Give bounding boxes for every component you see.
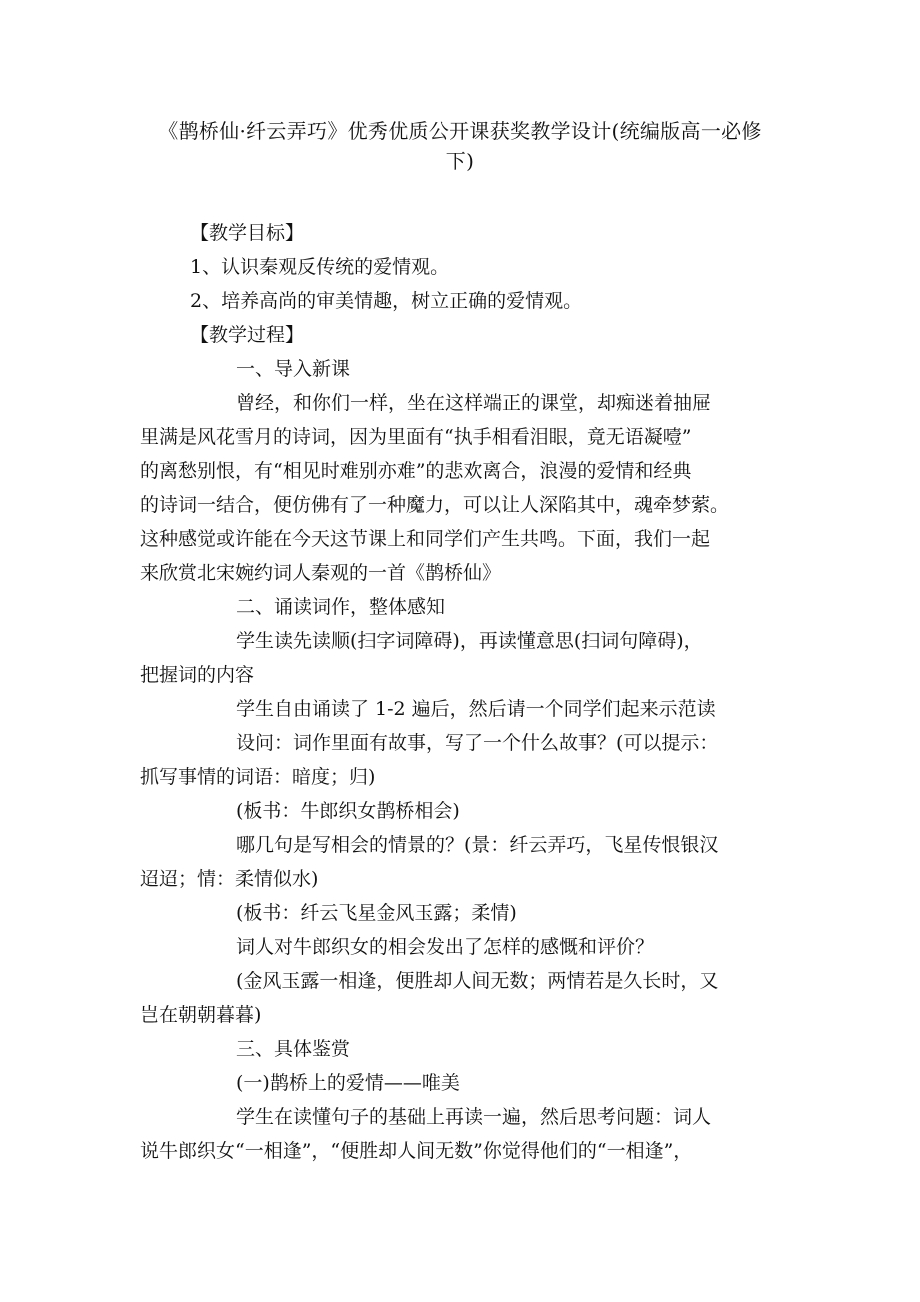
step-heading-3: 三、具体鉴赏 bbox=[236, 1038, 351, 1060]
board-note: (板书：牛郎织女鹊桥相会) bbox=[236, 800, 460, 822]
paragraph-line: 学生在读懂句子的基础上再读一遍，然后思考问题：词人 bbox=[236, 1106, 712, 1128]
paragraph-line: 抓写事情的词语：暗度；归) bbox=[140, 766, 376, 788]
paragraph-line: 学生自由诵读了 1-2 遍后，然后请一个同学们起来示范读 bbox=[236, 698, 716, 720]
paragraph-line: 这种感觉或许能在今天这节课上和同学们产生共鸣。下面，我们一起 bbox=[140, 528, 711, 550]
paragraph-line: 来欣赏北宋婉约词人秦观的一首《鹊桥仙》 bbox=[140, 562, 502, 584]
paragraph-line: 曾经，和你们一样，坐在这样端正的课堂，却痴迷着抽屉 bbox=[236, 392, 712, 414]
title-line-1: 《鹊桥仙·纤云弄巧》优秀优质公开课获奖教学设计(统编版高一必修 bbox=[158, 119, 762, 143]
paragraph-line: (金风玉露一相逢，便胜却人间无数；两情若是久长时，又 bbox=[236, 970, 719, 992]
paragraph-line: 学生读先读顺(扫字词障碍)，再读懂意思(扫词句障碍)， bbox=[236, 630, 703, 652]
paragraph-line: 说牛郎织女“一相逢”，“便胜却人间无数”你觉得他们的“一相逢”， bbox=[140, 1140, 693, 1162]
paragraph-line: 岂在朝朝暮暮) bbox=[140, 1004, 262, 1026]
title-line-2: 下) bbox=[445, 149, 475, 173]
goal-item-1: 1、认识秦观反传统的爱情观。 bbox=[190, 256, 450, 278]
paragraph-line: 迢迢；情：柔情似水) bbox=[140, 868, 319, 890]
paragraph-line: 词人对牛郎织女的相会发出了怎样的感慨和评价？ bbox=[236, 936, 655, 958]
step-heading-2: 二、诵读词作，整体感知 bbox=[236, 596, 446, 618]
sub-heading: (一)鹊桥上的爱情——唯美 bbox=[236, 1072, 460, 1094]
board-note: (板书：纤云飞星金风玉露；柔情) bbox=[236, 902, 517, 924]
paragraph-line: 的诗词一结合，便仿佛有了一种魔力，可以让人深陷其中，魂牵梦萦。 bbox=[140, 494, 730, 516]
section-heading-goals: 【教学目标】 bbox=[190, 222, 305, 244]
step-heading-1: 一、导入新课 bbox=[236, 358, 351, 380]
paragraph-line: 的离愁别恨，有“相见时难别亦难”的悲欢离合，浪漫的爱情和经典 bbox=[140, 460, 692, 482]
paragraph-line: 哪几句是写相会的情景的？(景：纤云弄巧，飞星传恨银汉 bbox=[236, 834, 719, 856]
paragraph-line: 里满是风花雪月的诗词，因为里面有“执手相看泪眼，竟无语凝噎” bbox=[140, 426, 692, 448]
goal-item-2: 2、培养高尚的审美情趣，树立正确的爱情观。 bbox=[190, 290, 583, 312]
document-title bbox=[130, 116, 790, 176]
paragraph-line: 设问：词作里面有故事，写了一个什么故事？(可以提示： bbox=[236, 732, 719, 754]
document-body bbox=[140, 216, 788, 1168]
section-heading-process: 【教学过程】 bbox=[190, 324, 305, 346]
paragraph-line: 把握词的内容 bbox=[140, 664, 255, 686]
